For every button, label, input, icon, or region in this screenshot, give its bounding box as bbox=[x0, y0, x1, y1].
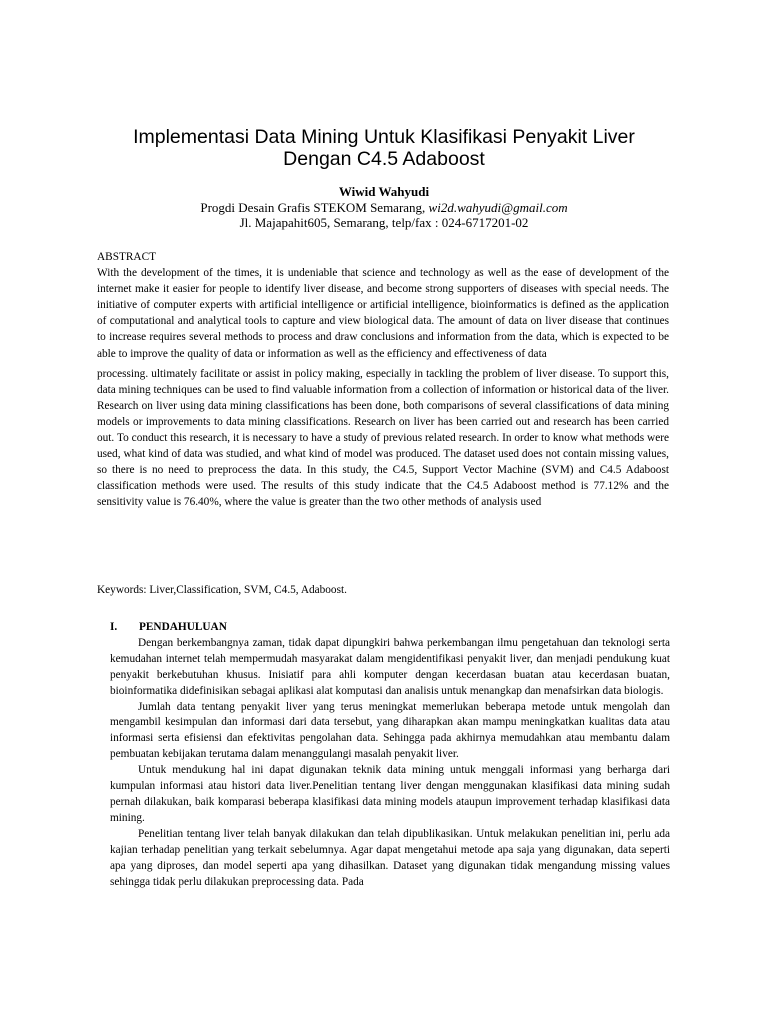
author-name: Wiwid Wahyudi bbox=[338, 184, 430, 199]
keywords: Keywords: Liver,Classification, SVM, C4.5, Adaboost. bbox=[97, 584, 347, 596]
body-paragraph: Dengan berkembangnya zaman, tidak dapat dipungkiri bahwa perkembangan ilmu pengetahuan dan teknologi serta kemudahan internet telah mempermudah masyarakat dalam mengidentifikasi penyakit liver, dan menjadi pendukung kuat penyakit berkebutuhan khusus. Inisiatif para ahli komputer dengan kecerdasan buatan atau kecerdasan buatan, bioinformatika didefinisikan sebagai aplikasi alat komputasi dan analisis untuk menangkap dan menafsirkan data biologis. bbox=[110, 636, 670, 697]
author-email: wi2d.wahyudi@gmail.com bbox=[428, 199, 568, 215]
body-paragraph: Penelitian tentang liver telah banyak dilakukan dan telah dipublikasikan. Untuk melakukan penelitian ini, perlu ada kajian terhadap penelitian yang terkait sebelumnya. Agar dapat mengetahui metode apa saja yang digunakan, data seperti apa yang diproses, dan model seperti apa yang dihasilkan. Dataset yang digunakan tidak mengandung missing values sehingga tidak perlu dilakukan preprocessing data. Pada bbox=[110, 827, 670, 888]
body-paragraph: Jumlah data tentang penyakit liver yang terus meningkat memerlukan beberapa metode untuk mengolah dan mengambil kesimpulan dan informasi dari data tersebut, yang diharapkan akan mampu meningkatkan kualitas data atau informasi serta efisiensi dan efektivitas pengolahan data. Sehingga pada akhirnya memudahkan atau membantu dalam pembuatan kebijakan terutama dalam menanggulangi masalah penyakit liver. bbox=[110, 700, 670, 761]
abstract-paragraph-2: processing. ultimately facilitate or assist in policy making, especially in tackling the problem of liver disease. To support this, data mining techniques can be used to find valuable information from a collection of information or historical data of the liver. Research on liver using data mining classifications has been done, both comparisons of several classifications of data mining models or improvements to data mining classifications. Research on liver has been carried out and research has been carried out. To conduct this research, it is necessary to have a study of previous related research. In order to know what methods were used, what kind of data was studied, and what kind of model was produced. The dataset used does not contain missing values, so there is no need to preprocess the data. In this study, the C4.5, Support Vector Machine (SVM) and C4.5 Adaboost classification methods were used. The results of this study indicate that the C4.5 Adaboost method is 77.12% and the sensitivity value is 76.40%, where the value is greater than the two other methods of analysis used bbox=[97, 367, 669, 509]
section-introduction bbox=[110, 620, 670, 890]
abstract bbox=[97, 249, 669, 511]
section-number: I. bbox=[110, 621, 118, 633]
title-line-2: Dengan C4.5 Adaboost bbox=[283, 148, 485, 170]
section-heading bbox=[110, 620, 670, 636]
author-affiliation bbox=[60, 200, 708, 216]
abstract-heading: ABSTRACT bbox=[97, 251, 157, 263]
abstract-paragraph-1: With the development of the times, it is undeniable that science and technology as well as the ease of development of the internet make it easier for people to identify liver disease, and become strong supporters of diseases with special needs. The initiative of computer experts with artificial intelligence or artificial intelligence, bioinformatics is defined as the application of computational and analytical tools to capture and view biological data. The amount of data on liver disease that continues to increase requires several methods to process and draw conclusions and information from the data, which is expected to be able to improve the quality of data or information as well as the efficiency and effectiveness of data bbox=[97, 267, 669, 360]
title-line-1: Implementasi Data Mining Untuk Klasifikasi Penyakit Liver bbox=[133, 126, 635, 148]
author-address: Jl. Majapahit605, Semarang, telp/fax : 024-6717201-02 bbox=[239, 215, 529, 230]
section-title: PENDAHULUAN bbox=[139, 621, 227, 633]
affiliation-text: Progdi Desain Grafis STEKOM Semarang, bbox=[200, 199, 429, 215]
paper-title bbox=[60, 126, 708, 170]
body-paragraph: Untuk mendukung hal ini dapat digunakan teknik data mining untuk menggali informasi yang berharga dari kumpulan informasi atau histori data liver.Penelitian tentang liver dengan menggunakan klasifikasi data mining sudah pernah dilakukan, baik komparasi beberapa klasifikasi data mining models ataupun improvement terhadap klasifikasi data mining. bbox=[110, 764, 670, 824]
author-block bbox=[60, 184, 708, 231]
